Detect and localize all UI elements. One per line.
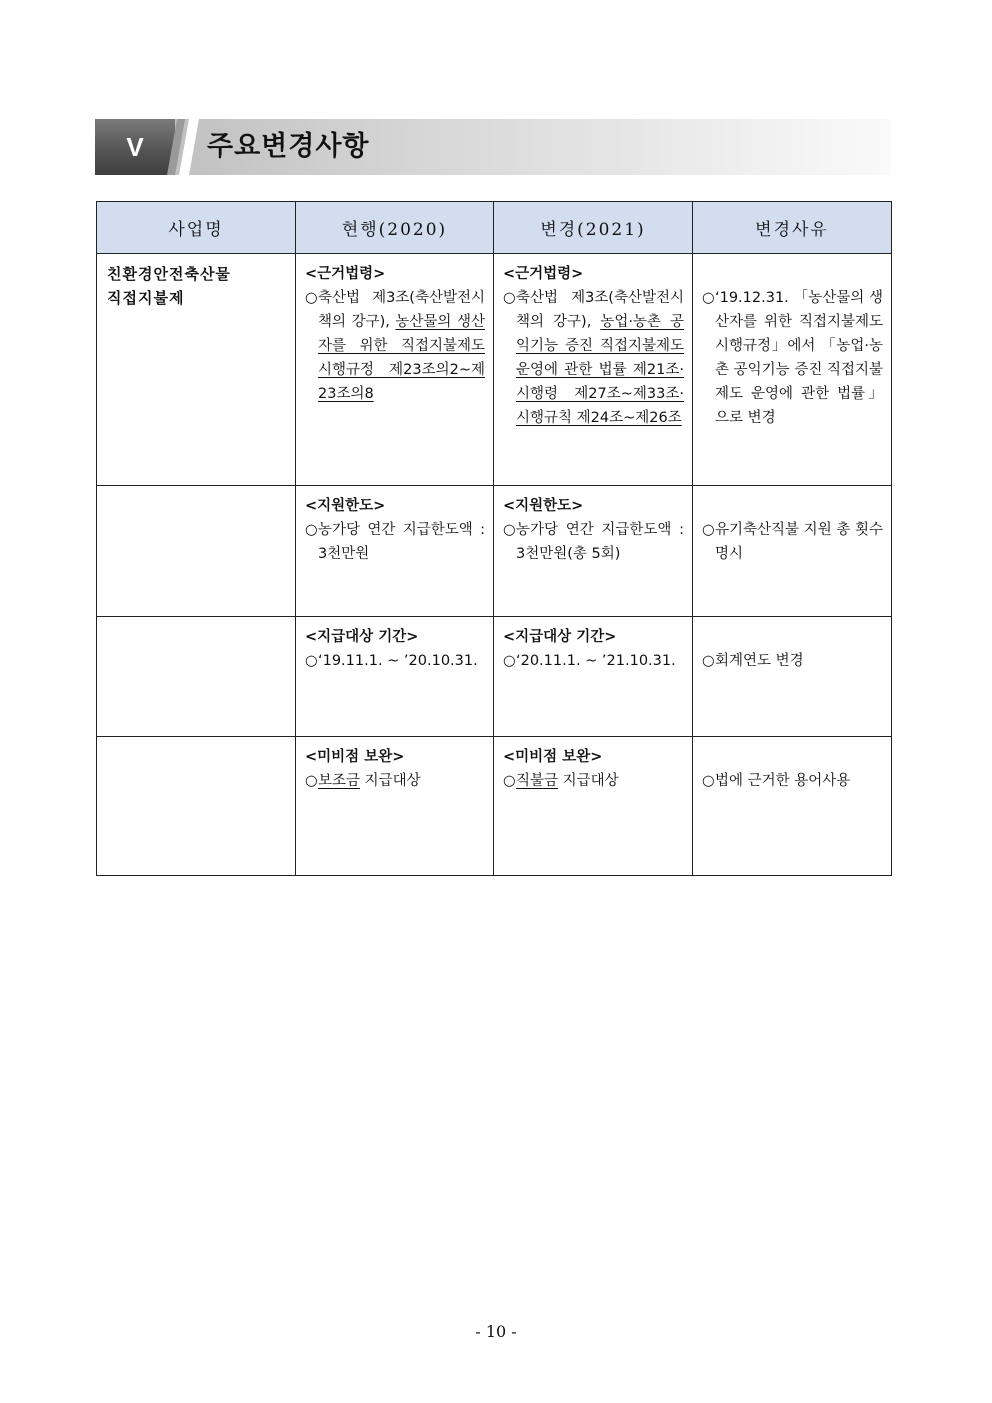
bullet-icon: ○ (702, 653, 715, 669)
current-cell (296, 617, 494, 737)
change-cell (494, 737, 693, 876)
change-cell (494, 254, 693, 486)
cell-heading: <지급대상 기간> (305, 629, 419, 645)
business-name-line: 친환경안전축산물 (107, 265, 231, 283)
bullet-icon: ○ (305, 653, 318, 669)
list-item (305, 518, 485, 566)
bullet-icon: ○ (503, 522, 516, 538)
section-title: 주요변경사항 (207, 131, 370, 162)
reason-text: 유기축산직불 지원 총 횟수 명시 (715, 522, 883, 562)
changes-table (96, 201, 892, 876)
underlined-text: 농산물의 생산자를 위한 직접지불제도 시행규정 제23조의2~제23조의8 (318, 314, 485, 402)
business-name-line: 직접지불제 (107, 289, 185, 307)
reason-cell (693, 254, 892, 486)
list-item (503, 518, 684, 566)
list-item (305, 769, 485, 793)
reason-cell (693, 617, 892, 737)
business-name-cell (97, 486, 296, 617)
bullet-icon: ○ (305, 290, 318, 306)
list-item (305, 286, 485, 406)
item-text: 지급대상 (360, 773, 421, 789)
bullet-icon: ○ (702, 290, 715, 306)
business-name-cell (97, 617, 296, 737)
cell-heading: <근거법령> (305, 266, 386, 282)
table-row (97, 737, 892, 876)
bullet-icon: ○ (503, 290, 516, 306)
bullet-icon: ○ (305, 522, 318, 538)
header-reason: 변경사유 (693, 202, 892, 254)
list-item (503, 769, 684, 793)
current-cell (296, 737, 494, 876)
bullet-icon: ○ (702, 773, 715, 789)
cell-heading: <지원한도> (305, 498, 386, 514)
list-item (503, 286, 684, 430)
reason-cell (693, 737, 892, 876)
reason-text: 법에 근거한 용어사용 (715, 773, 851, 789)
business-name-cell (97, 254, 296, 486)
cell-heading: <근거법령> (503, 266, 584, 282)
reason-text: 회계연도 변경 (715, 653, 804, 669)
cell-heading: <지급대상 기간> (503, 629, 617, 645)
item-text: 축산법 제3조(축산발전시책의 강구), (516, 290, 684, 330)
bullet-icon: ○ (503, 773, 516, 789)
cell-heading: <미비점 보완> (503, 749, 603, 765)
header-current: 현행(2020) (296, 202, 494, 254)
list-item (503, 649, 684, 673)
item-text: 농가당 연간 지급한도액 : 3천만원 (318, 522, 485, 562)
item-text: 농가당 연간 지급한도액 : 3천만원(총 5회) (516, 522, 684, 562)
header-change: 변경(2021) (494, 202, 693, 254)
table-row (97, 486, 892, 617)
reason-cell (693, 486, 892, 617)
underlined-text: 보조금 (318, 773, 361, 789)
header-business-name: 사업명 (97, 202, 296, 254)
section-number: V (126, 132, 144, 162)
list-item (702, 518, 883, 566)
current-cell (296, 486, 494, 617)
current-cell (296, 254, 494, 486)
item-text: ‘19.11.1. ~ ’20.10.31. (318, 653, 478, 669)
list-item (702, 769, 883, 793)
item-text: ‘20.11.1. ~ ’21.10.31. (516, 653, 676, 669)
list-item (305, 649, 485, 673)
table-header-row (97, 202, 892, 254)
bullet-icon: ○ (503, 653, 516, 669)
cell-heading: <미비점 보완> (305, 749, 405, 765)
item-text: 축산법 제3조(축산발전시책의 강구), (318, 290, 485, 330)
table-row (97, 254, 892, 486)
change-cell (494, 617, 693, 737)
underlined-text: 직불금 (516, 773, 559, 789)
list-item (702, 286, 883, 430)
underlined-text: 농업·농촌 공익기능 증진 직접지불제도 운영에 관한 법률 제21조·시행령 제27조~제33조·시행규칙 제24조~제26조 (516, 314, 684, 426)
section-banner (95, 119, 891, 175)
item-text: 지급대상 (558, 773, 619, 789)
list-item (702, 649, 883, 673)
page-number: - 10 - (475, 1322, 517, 1341)
business-name-cell (97, 737, 296, 876)
table-row (97, 617, 892, 737)
bullet-icon: ○ (305, 773, 318, 789)
reason-text: ‘19.12.31. 「농산물의 생산자를 위한 직접지불제도 시행규정」에서 「농업·농촌 공익기능 증진 직접지불제도 운영에 관한 법률」으로 변경 (715, 290, 883, 426)
bullet-icon: ○ (702, 522, 715, 538)
cell-heading: <지원한도> (503, 498, 584, 514)
change-cell (494, 486, 693, 617)
slash-decoration (159, 119, 199, 175)
